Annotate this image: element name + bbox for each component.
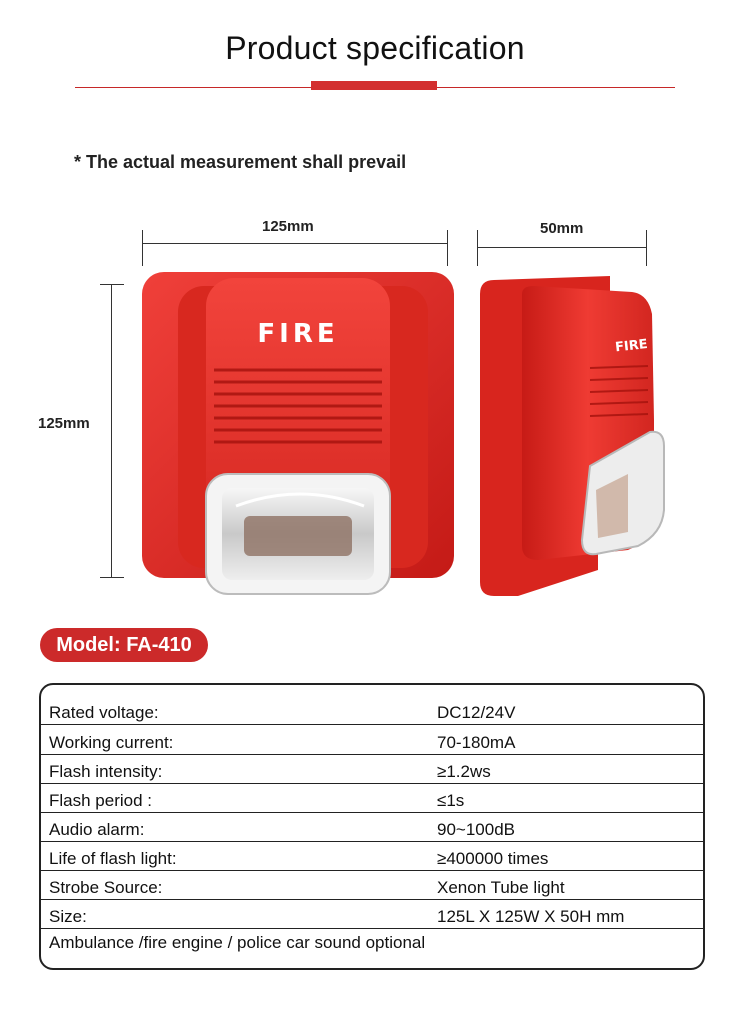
title-accent-bar bbox=[311, 81, 437, 90]
dim-side-depth-label: 50mm bbox=[540, 220, 584, 237]
row-separator bbox=[41, 928, 703, 929]
dim-front-height-tick-bottom bbox=[100, 577, 124, 578]
table-row bbox=[41, 695, 703, 724]
spec-label: Flash period : bbox=[49, 791, 152, 810]
dim-front-height-line bbox=[111, 284, 112, 578]
spec-table bbox=[39, 683, 705, 970]
spec-value: 90~100dB bbox=[437, 820, 515, 839]
spec-value: ≤1s bbox=[437, 791, 465, 810]
spec-label: Rated voltage: bbox=[49, 703, 159, 722]
dim-side-depth-tick-left bbox=[477, 230, 478, 266]
spec-label: Flash intensity: bbox=[49, 762, 163, 781]
spec-value: DC12/24V bbox=[437, 703, 516, 722]
spec-label: Strobe Source: bbox=[49, 878, 163, 897]
spec-label: Working current: bbox=[49, 733, 174, 752]
front-fire-label: FIRE bbox=[257, 319, 339, 349]
side-view-image bbox=[478, 270, 668, 600]
table-row bbox=[41, 754, 703, 783]
side-fire-label: FIRE bbox=[614, 337, 649, 356]
dim-side-depth-tick-right bbox=[646, 230, 647, 266]
measurement-note: * The actual measurement shall prevail bbox=[74, 152, 407, 172]
table-row bbox=[41, 812, 703, 841]
spec-label: Life of flash light: bbox=[49, 849, 177, 868]
dim-front-width-line bbox=[142, 243, 448, 244]
spec-label: Audio alarm: bbox=[49, 820, 145, 839]
table-row bbox=[41, 725, 703, 754]
dim-front-height-label: 125mm bbox=[38, 415, 90, 432]
dim-front-width-label: 125mm bbox=[262, 218, 314, 235]
front-view-image bbox=[140, 270, 456, 600]
spec-value: Xenon Tube light bbox=[437, 878, 565, 897]
dim-front-height-tick-top bbox=[100, 284, 124, 285]
spec-value: 125L X 125W X 50H mm bbox=[437, 907, 625, 926]
spec-footer-note: Ambulance /fire engine / police car sound optional bbox=[49, 933, 426, 952]
spec-value: ≥400000 times bbox=[437, 849, 549, 868]
table-row bbox=[41, 783, 703, 812]
page-title: Product specification bbox=[225, 30, 525, 66]
spec-value: ≥1.2ws bbox=[437, 762, 491, 781]
dim-front-width-tick-left bbox=[142, 230, 143, 266]
dim-front-width-tick-right bbox=[447, 230, 448, 266]
table-row bbox=[41, 870, 703, 899]
spec-label: Size: bbox=[49, 907, 87, 926]
model-badge: Model: FA-410 bbox=[40, 628, 208, 662]
spec-value: 70-180mA bbox=[437, 733, 516, 752]
table-row bbox=[41, 899, 703, 928]
dim-side-depth-line bbox=[477, 247, 647, 248]
table-row bbox=[41, 841, 703, 870]
